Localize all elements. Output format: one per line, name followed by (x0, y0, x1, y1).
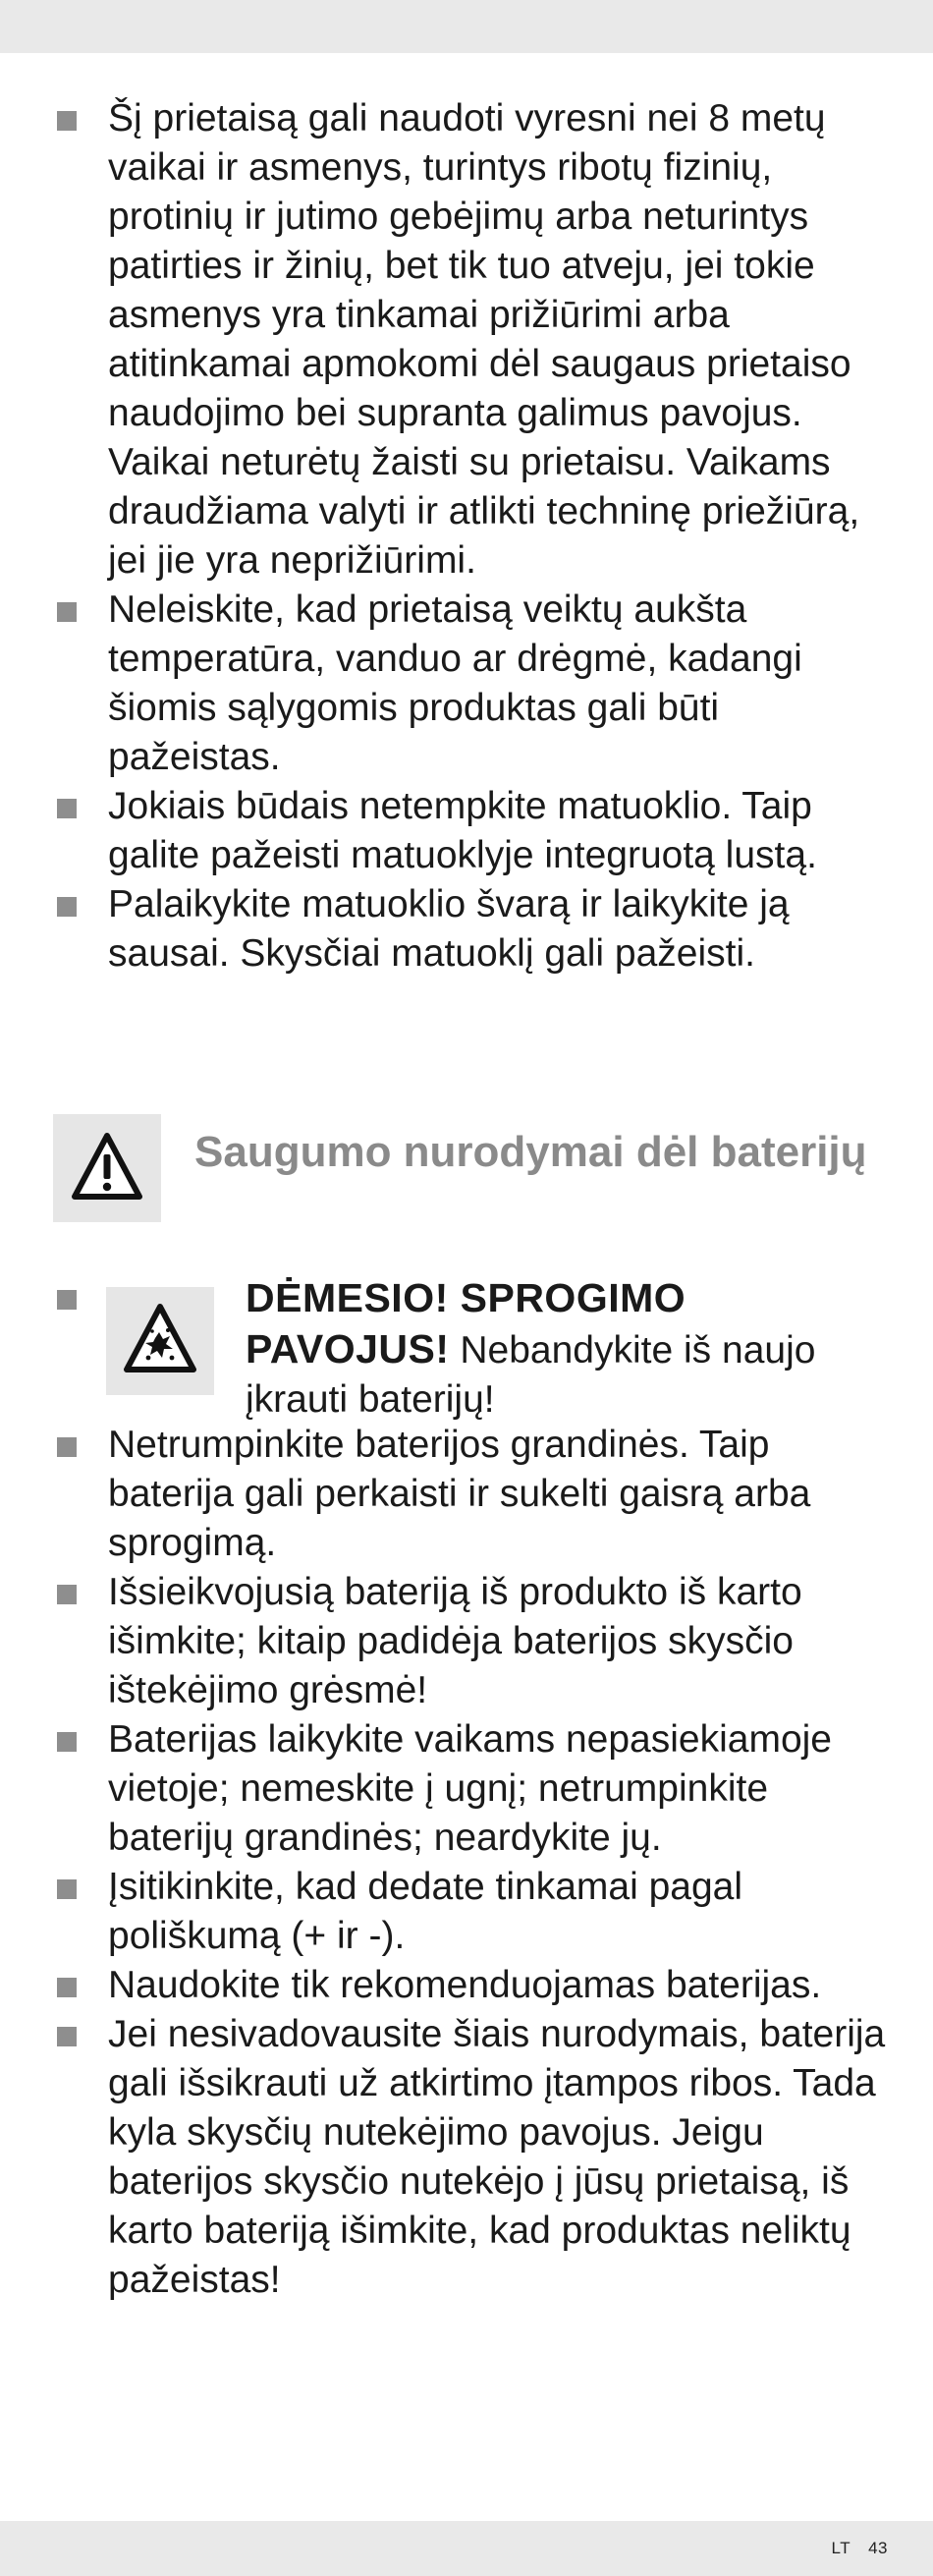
list-item-text: Netrumpinkite baterijos grandinės. Taip baterija gali perkaisti ir sukelti gaisrą arba sprogimą. (108, 1424, 811, 1564)
square-bullet-icon (57, 799, 77, 818)
list-item-text: Palaikykite matuoklio švarą ir laikykite ją sausai. Skysčiai matuoklį gali pažeisti. (108, 883, 790, 975)
square-bullet-icon (57, 1437, 77, 1457)
section-title: Saugumo nurodymai dėl baterijų (194, 1128, 867, 1176)
list-item-text: Išsieikvojusią bateriją iš produkto iš karto išimkite; kitaip padidėja baterijos skysčio ištekėjimo grėsmė! (108, 1571, 802, 1711)
list-item (53, 782, 888, 880)
list-item-text: Naudokite tik rekomenduojamas baterijas. (108, 1964, 822, 2006)
square-bullet-icon (57, 1585, 77, 1604)
danger-warning-item (53, 1273, 888, 1421)
language-code: LT (831, 2539, 851, 2557)
battery-section-heading (53, 1114, 888, 1222)
danger-text (246, 1273, 874, 1425)
square-bullet-icon (57, 1879, 77, 1899)
danger-strong-text: DĖMESIO! SPROGIMO PAVOJUS! (246, 1275, 686, 1372)
list-item (53, 1421, 888, 1568)
square-bullet-icon (57, 1978, 77, 1997)
square-bullet-icon (57, 1732, 77, 1752)
safety-list (53, 94, 888, 979)
list-item (53, 586, 888, 782)
list-item (53, 94, 888, 586)
list-item (53, 1715, 888, 1863)
list-item-text: Įsitikinkite, kad dedate tinkamai pagal poliškumą (+ ir -). (108, 1866, 743, 1957)
square-bullet-icon (57, 602, 77, 622)
list-item-text: Neleiskite, kad prietaisą veiktų aukšta temperatūra, vanduo ar drėgmė, kadangi šiomis sąlygomis produktas gali būti pažeistas. (108, 588, 802, 778)
page-footer (832, 2521, 889, 2576)
square-bullet-icon (57, 1290, 77, 1310)
list-item-text: Jokiais būdais netempkite matuoklio. Taip galite pažeisti matuoklyje integruotą lustą. (108, 785, 817, 876)
top-band (0, 0, 933, 53)
list-item (53, 1863, 888, 1961)
explosion-hazard-icon (106, 1287, 214, 1395)
bottom-band (0, 2521, 933, 2576)
list-item (53, 1568, 888, 1715)
square-bullet-icon (57, 897, 77, 917)
battery-safety-list (53, 1273, 888, 2305)
danger-rest-text: Nebandykite iš naujo įkrauti baterijų! (246, 1329, 816, 1421)
list-item (53, 880, 888, 979)
square-bullet-icon (57, 111, 77, 131)
list-item (53, 1961, 888, 2010)
page-number: 43 (868, 2539, 888, 2557)
warning-triangle-icon (53, 1114, 161, 1222)
list-item-text: Baterijas laikykite vaikams nepasiekiamoje vietoje; nemeskite į ugnį; netrumpinkite baterijų grandinės; neardykite jų. (108, 1718, 832, 1859)
square-bullet-icon (57, 2027, 77, 2046)
list-item-text: Jei nesivadovausite šiais nurodymais, baterija gali išsikrauti už atkirtimo įtampos ribos. Tada kyla skysčių nutekėjimo pavojus. Jeigu baterijos skysčio nutekėjo į jūsų prietaisą, iš karto bateriją išimkite, kad produktas neliktų pažeistas! (108, 2013, 886, 2301)
list-item-text: Šį prietaisą gali naudoti vyresni nei 8 metų vaikai ir asmenys, turintys ribotų fizinių, protinių ir jutimo gebėjimų arba neturintys patirties ir žinių, bet tik tuo atveju, jei tokie asmenys yra tinkamai prižiūrimi arba atitinkamai apmokomi dėl saugaus prietaiso naudojimo bei supranta galimus pavojus. Vaikai neturėtų žaisti su prietaisu. Vaikams draudžiama valyti ir atlikti techninę priežiūrą, jei jie yra neprižiūrimi. (108, 97, 860, 582)
list-item (53, 2010, 888, 2305)
